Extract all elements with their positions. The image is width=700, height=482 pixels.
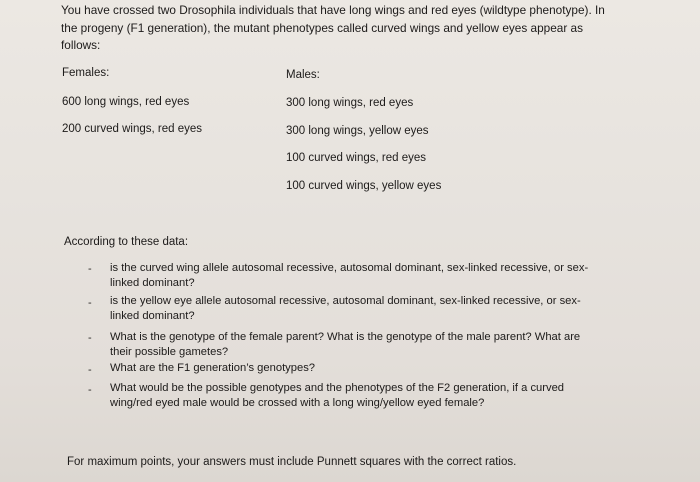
females-heading: Females: (62, 67, 110, 79)
bullet-marker: - (88, 297, 92, 309)
intro-line: the progeny (F1 generation), the mutant phenotypes called curved wings and yellow eyes appear as (61, 20, 584, 35)
males-row: 300 long wings, red eyes (286, 97, 414, 109)
question-line: linked dominant? (110, 310, 195, 322)
bullet-marker: - (88, 332, 92, 344)
question-line: their possible gametes? (110, 346, 229, 358)
question-item (110, 261, 650, 291)
footer-note: For maximum points, your answers must include Punnett squares with the correct ratios. (67, 456, 517, 468)
question-item (110, 381, 650, 411)
males-row: 100 curved wings, red eyes (286, 152, 426, 164)
questions-intro: According to these data: (64, 236, 189, 248)
intro-line: follows: (61, 38, 101, 52)
question-line: What is the genotype of the female parent? What is the genotype of the male parent? What are (110, 331, 581, 343)
question-item (110, 294, 650, 324)
males-row: 100 curved wings, yellow eyes (286, 180, 442, 192)
bullet-marker: - (88, 263, 92, 275)
bullet-marker: - (88, 384, 92, 396)
question-line: What would be the possible genotypes and the phenotypes of the F2 generation, if a curved (110, 382, 565, 394)
question-line: linked dominant? (110, 277, 195, 289)
question-line: is the curved wing allele autosomal recessive, autosomal dominant, sex-linked recessive, or sex- (110, 262, 589, 274)
question-line: wing/red eyed male would be crossed with a long wing/yellow eyed female? (110, 397, 485, 409)
intro-line: You have crossed two Drosophila individuals that have long wings and red eyes (wildtype phenotype). In (61, 3, 605, 17)
question-item (110, 361, 650, 376)
question-line: is the yellow eye allele autosomal recessive, autosomal dominant, sex-linked recessive, or sex- (110, 295, 581, 307)
females-row: 200 curved wings, red eyes (62, 123, 202, 135)
bullet-marker: - (88, 364, 92, 376)
males-row: 300 long wings, yellow eyes (286, 125, 429, 137)
question-line: What are the F1 generation’s genotypes? (110, 362, 316, 374)
question-item (110, 330, 650, 360)
females-row: 600 long wings, red eyes (62, 96, 190, 108)
males-heading: Males: (286, 69, 320, 81)
intro-paragraph (61, 2, 661, 55)
